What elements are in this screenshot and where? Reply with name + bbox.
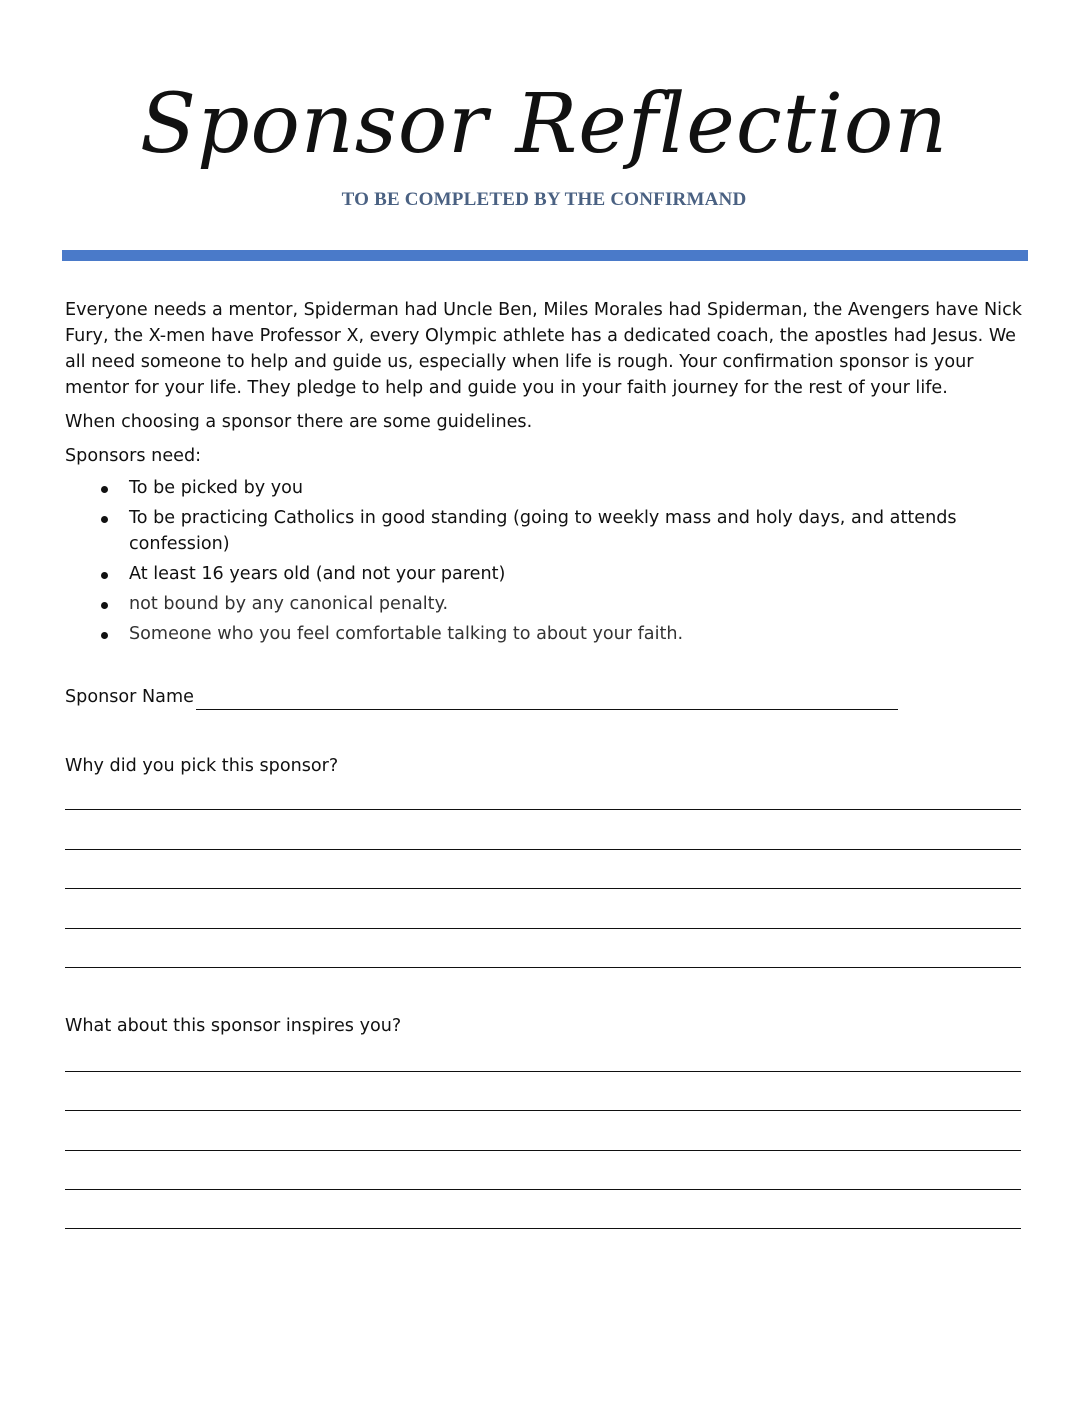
requirements-list [65, 475, 1025, 647]
requirement-text: Someone who you feel comfortable talking to about your faith. [129, 624, 684, 644]
requirement-text: To be practicing Catholics in good standing (going to weekly mass and holy days, and attends confession) [129, 508, 957, 554]
requirement-text: not bound by any canonical penalty. [129, 594, 449, 614]
requirement-text: At least 16 years old (and not your parent) [129, 564, 506, 584]
list-item [65, 505, 1025, 557]
page-title: Sponsor Reflection [139, 77, 949, 172]
answer-line[interactable] [65, 1071, 1021, 1072]
bullet-icon [101, 486, 108, 493]
bullet-icon [101, 632, 108, 639]
answer-line[interactable] [65, 809, 1021, 810]
requirement-text: To be picked by you [129, 478, 304, 498]
intro-paragraph: Everyone needs a mentor, Spiderman had Uncle Ben, Miles Morales had Spiderman, the Avengers have Nick Fury, the X-men have Professor X, every Olympic athlete has a dedicated coach, the apostles had Jesus. We all need someone to help and guide us, especially when life is rough. Your confirmation sponsor is your mentor for your life. They pledge to help and guide you in your faith journey for the rest of your life. [65, 300, 1022, 398]
sponsor-name-label: Sponsor Name [65, 687, 194, 707]
list-item [65, 475, 1025, 501]
page-subtitle: TO BE COMPLETED BY THE CONFIRMAND [341, 189, 747, 210]
bullet-icon [101, 572, 108, 579]
answer-line[interactable] [65, 1189, 1021, 1190]
intro-section [65, 297, 1025, 651]
answer-line[interactable] [65, 849, 1021, 850]
list-item [65, 621, 1025, 647]
answer-line[interactable] [65, 967, 1021, 968]
list-item [65, 561, 1025, 587]
bullet-icon [101, 602, 108, 609]
list-item [65, 591, 1025, 617]
answer-line[interactable] [65, 1110, 1021, 1111]
question-inspires: What about this sponsor inspires you? [65, 1016, 402, 1036]
answer-line[interactable] [65, 928, 1021, 929]
bullet-icon [101, 516, 108, 523]
answer-line[interactable] [65, 1228, 1021, 1229]
answer-line[interactable] [65, 1150, 1021, 1151]
header-divider [62, 250, 1028, 261]
question-why-sponsor: Why did you pick this sponsor? [65, 756, 339, 776]
guidelines-line: When choosing a sponsor there are some guidelines. [65, 412, 533, 432]
sponsor-name-row [65, 684, 898, 710]
answer-line[interactable] [65, 888, 1021, 889]
sponsor-name-field[interactable] [196, 687, 898, 710]
needs-label: Sponsors need: [65, 446, 202, 466]
